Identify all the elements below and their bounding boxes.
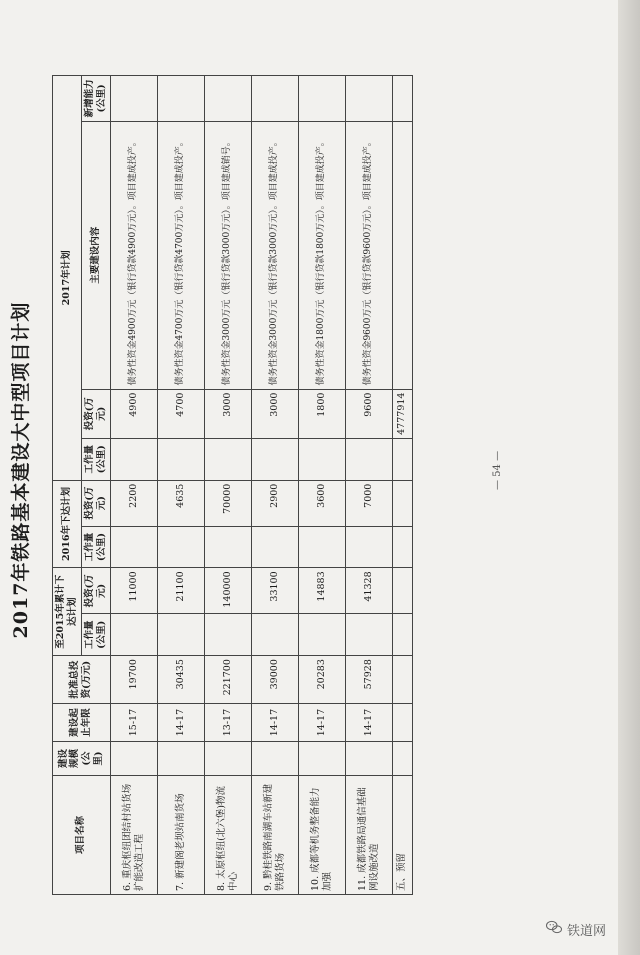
content-cell: 债务性资金3000万元（银行贷款3000万元）。项目建成投产。 [251, 121, 298, 389]
total-cell: 221700 [204, 656, 251, 704]
header-invest: 投资(万元) [81, 480, 110, 526]
invest-2016-cell: 3600 [298, 480, 345, 526]
years-cell: 14-17 [345, 704, 392, 742]
project-name: 11. 成都铁路局通信基础网设施改造 [345, 775, 392, 894]
work-cell [345, 526, 392, 568]
work-cell [298, 614, 345, 656]
invest-2017-cell: 1800 [298, 389, 345, 438]
header-cum2015: 至2015年累计下达计划 [53, 568, 82, 656]
work-cell [345, 614, 392, 656]
table-row [157, 76, 204, 895]
scale-cell [110, 742, 157, 776]
project-name: 7. 新建阁老坝站南货场 [157, 775, 204, 894]
header-2017: 2017年计划 [53, 76, 82, 481]
header-name: 项目名称 [53, 775, 111, 894]
work-cell [110, 438, 157, 480]
invest-2017-cell: 9600 [345, 389, 392, 438]
header-capacity: 新增能力(公里) [81, 76, 110, 122]
table-row-reserve [392, 76, 412, 895]
capacity-cell [298, 76, 345, 122]
capacity-cell [345, 76, 392, 122]
watermark-text: 铁道网 [567, 923, 607, 939]
work-cell [251, 614, 298, 656]
years-cell: 14-17 [298, 704, 345, 742]
header-2016: 2016年下达计划 [53, 480, 82, 568]
capacity-cell [204, 76, 251, 122]
scale-cell [345, 742, 392, 776]
work-cell [110, 526, 157, 568]
header-content: 主要建设内容 [81, 121, 110, 389]
work-cell [157, 438, 204, 480]
project-name: 10. 成都等机务整备能力加强 [298, 775, 345, 894]
content-cell: 债务性资金3000万元（银行贷款3000万元）。项目建成销号。 [204, 121, 251, 389]
section-name: 五、预留 [392, 775, 412, 894]
work-cell [204, 438, 251, 480]
work-cell [110, 614, 157, 656]
table-row [298, 76, 345, 895]
invest-2016-cell: 4635 [157, 480, 204, 526]
work-cell [298, 526, 345, 568]
work-cell [204, 614, 251, 656]
invest-2017-cell: 3000 [251, 389, 298, 438]
cum-invest-cell: 14883 [298, 568, 345, 614]
years-cell: 15-17 [110, 704, 157, 742]
work-cell [204, 526, 251, 568]
header-invest: 投资(万元) [81, 568, 110, 614]
total-cell: 19700 [110, 656, 157, 704]
work-cell [298, 438, 345, 480]
table-row [251, 76, 298, 895]
header-work: 工作量(公里) [81, 614, 110, 656]
years-cell: 13-17 [204, 704, 251, 742]
page-title: 2017年铁路基本建设大中型项目计划 [10, 301, 32, 639]
cum-invest-cell: 140000 [204, 568, 251, 614]
invest-2016-cell: 70000 [204, 480, 251, 526]
project-plan-table [52, 75, 413, 895]
project-name: 6. 重庆枢纽团结村站货场扩能改造工程 [110, 775, 157, 894]
cum-invest-cell: 41328 [345, 568, 392, 614]
capacity-cell [157, 76, 204, 122]
total-cell: 57928 [345, 656, 392, 704]
cum-invest-cell: 21100 [157, 568, 204, 614]
header-work: 工作量(公里) [81, 438, 110, 480]
content-cell: 债务性资金1800万元（银行贷款1800万元）。项目建成投产。 [298, 121, 345, 389]
header-total: 批准总投资(万元) [53, 656, 111, 704]
content-cell: 债务性资金9600万元（银行贷款9600万元）。项目建成投产。 [345, 121, 392, 389]
capacity-cell [251, 76, 298, 122]
table-row [345, 76, 392, 895]
cum-invest-cell: 33100 [251, 568, 298, 614]
rotated-page [0, 20, 520, 920]
total-cell: 39000 [251, 656, 298, 704]
work-cell [251, 526, 298, 568]
scale-cell [157, 742, 204, 776]
capacity-cell [110, 76, 157, 122]
content-cell: 债务性资金4900万元（银行贷款4900万元）。项目建成投产。 [110, 121, 157, 389]
cum-invest-cell: 11000 [110, 568, 157, 614]
project-name: 8. 太原枢纽(北六堡)物流中心 [204, 775, 251, 894]
binding-gutter [618, 0, 640, 955]
work-cell [157, 526, 204, 568]
invest-2016-cell: 2900 [251, 480, 298, 526]
total-cell: 30435 [157, 656, 204, 704]
project-name: 9. 黔桂铁路南湖车站新建铁路货场 [251, 775, 298, 894]
years-cell: 14-17 [251, 704, 298, 742]
invest-2016-cell: 2200 [110, 480, 157, 526]
invest-2017-cell: 3000 [204, 389, 251, 438]
page-number: — 54 — [492, 450, 503, 490]
header-years: 建设起止年限 [53, 704, 111, 742]
work-cell [251, 438, 298, 480]
header-invest: 投资(万元) [81, 389, 110, 438]
total-cell: 20283 [298, 656, 345, 704]
table-row [110, 76, 157, 895]
invest-2016-cell: 7000 [345, 480, 392, 526]
header-work: 工作量(公里) [81, 526, 110, 568]
invest-2017-cell: 4900 [110, 389, 157, 438]
reserve-invest-cell: 4777914 [392, 389, 412, 438]
work-cell [345, 438, 392, 480]
invest-2017-cell: 4700 [157, 389, 204, 438]
scale-cell [298, 742, 345, 776]
header-scale: 建设规模(公里) [53, 742, 111, 776]
work-cell [157, 614, 204, 656]
watermark [545, 918, 606, 940]
years-cell: 14-17 [157, 704, 204, 742]
wechat-icon [545, 918, 563, 940]
scale-cell [251, 742, 298, 776]
table-row [204, 76, 251, 895]
content-cell: 债务性资金4700万元（银行贷款4700万元）。项目建成投产。 [157, 121, 204, 389]
scale-cell [204, 742, 251, 776]
